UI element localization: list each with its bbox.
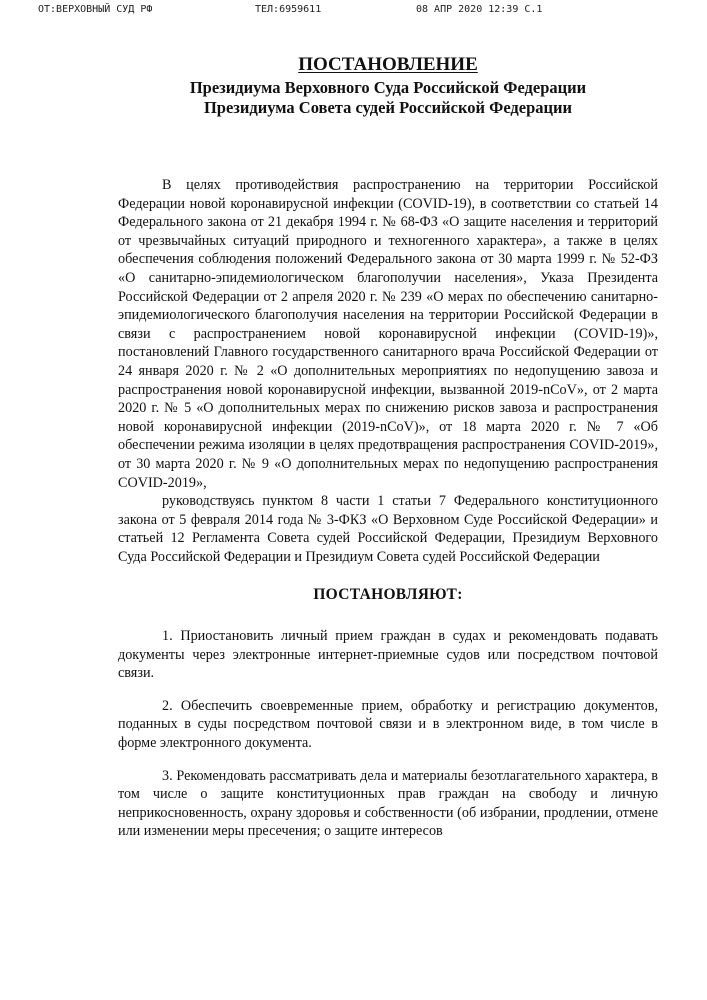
resolution-item-3: 3. Рекомендовать рассматривать дела и материалы безотлагательного характера, в том числе о защите конституционных прав граждан на свободу и личную неприкосновенность, охрану здоровья и собственности (об избрании, продлении, отмене или изменении меры пресечения; о защите интересов — [118, 767, 658, 840]
fax-phone: ТЕЛ:6959611 — [255, 4, 322, 15]
document-page — [118, 50, 658, 855]
fax-sender: ОТ:ВЕРХОВНЫЙ СУД РФ — [38, 4, 153, 15]
fax-header — [0, 0, 707, 20]
document-subtitle-line-2: Президиума Совета судей Российской Федерации — [203, 98, 573, 117]
resolution-item-2: 2. Обеспечить своевременные прием, обработку и регистрацию документов, поданных в суды посредством почтовой связи и в электронном виде, в том числе в форме электронного документа. — [118, 697, 658, 752]
document-subtitle-line-1: Президиума Верховного Суда Российской Федерации — [189, 78, 587, 97]
guided-by-paragraph: руководствуясь пунктом 8 части 1 статьи 7 Федерального конституционного закона от 5 февраля 2014 года № 3-ФКЗ «О Верховном Суде Российской Федерации» и статьей 12 Регламента Совета судей Российской Федерации, Президиум Верховного Суда Российской Федерации и Президиум Совета судей Российской Федерации — [118, 493, 658, 565]
fax-datetime: 08 АПР 2020 12:39 С.1 — [416, 4, 543, 15]
resolve-heading: ПОСТАНОВЛЯЮТ: — [313, 586, 463, 604]
document-title: ПОСТАНОВЛЕНИЕ — [298, 54, 478, 75]
preamble-paragraph: В целях противодействия распространению на территории Российской Федерации новой коронавирусной инфекции (COVID-19), в соответствии со статьей 14 Федерального закона от 21 декабря 1994 г. № 68-ФЗ «О защите населения и территорий от чрезвычайных ситуаций природного и техногенного характера», а также в целях обеспечения соблюдения положений Федерального закона от 30 марта 1999 г. № 52-ФЗ «О санитарно-эпидемиологическом благополучии населения», Указа Президента Российской Федерации от 2 апреля 2020 г. № 239 «О мерах по обеспечению санитарно-эпидемиологического благополучия населения на территории Российской Федерации в связи с распространением новой коронавирусной инфекции (COVID-19)», постановлений Главного государственного санитарного врача Российской Федерации от 24 января 2020 г. № 2 «О дополнительных мероприятиях по недопущению завоза и распространения новой коронавирусной инфекции, вызванной 2019-nCoV», от 2 марта 2020 г. № 5 «О дополнительных мерах по снижению рисков завоза и распространения новой коронавирусной инфекции (2019-nCoV)», от 18 марта 2020 г. № 7 «Об обеспечении режима изоляции в целях предотвращения распространения COVID-2019», от 30 марта 2020 г. № 9 «О дополнительных мерах по недопущению распространения COVID-2019», — [118, 177, 658, 491]
resolution-item-1: 1. Приостановить личный прием граждан в судах и рекомендовать подавать документы через электронные интернет-приемные судов или посредством почтовой связи. — [118, 628, 658, 682]
